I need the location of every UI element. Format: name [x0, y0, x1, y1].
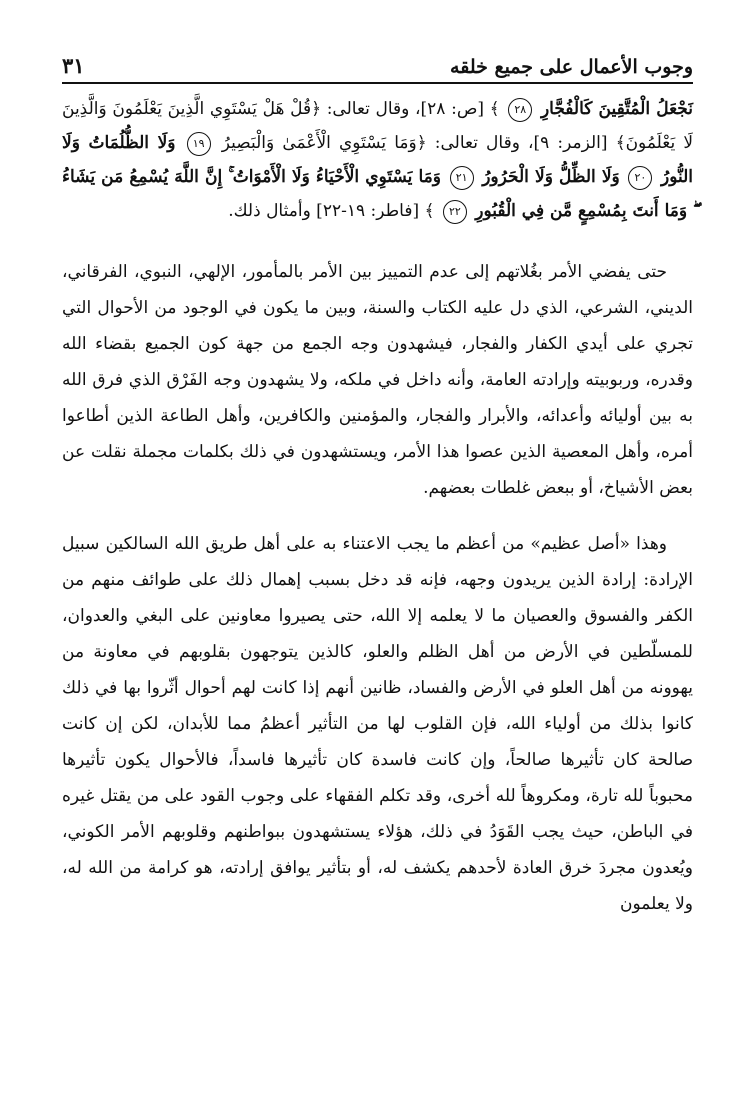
- body-paragraph: حتى يفضي الأمر بغُلاتهم إلى عدم التمييز بين الأمر بالمأمور، الإلهي، النبوي، الفرقاني، الديني، الشرعي، الذي دل عليه الكتاب والسنة، وبين ما يكون في الوجود من الأحوال التي تجري على أيدي الكفار والفجار، فيشهدون وجه الجمع من جهة كون الجميع بقضاء الله وقدره، وربوبيته وإرادته العامة، وأنه داخل في ملكه، ولا يشهدون وجه الفَرْق الذي فرق الله به بين أوليائه وأعدائه، والأبرار والفجار، والمؤمنين والكافرين، وأهل الطاعة الذين أطاعوا أمره، وأهل المعصية الذين عصوا هذا الأمر، ويستشهدون في ذلك بكلمات مجملة نقلت عن بعض الأشياخ، أو ببعض غلطات بعضهم.: [62, 262, 693, 498]
- ayah-number-marker: ٢١: [450, 166, 474, 190]
- quran-verse-text: نَجْعَلُ الْمُتَّقِينَ كَالْفُجَّارِ: [540, 99, 693, 119]
- running-title: وجوب الأعمال على جميع خلقه: [450, 56, 693, 78]
- ayah-number-marker: ٢٨: [508, 98, 532, 122]
- page-body: [62, 92, 693, 942]
- ayah-number-marker: ٢٠: [628, 166, 652, 190]
- body-paragraph: وهذا «أصل عظيم» من أعظم ما يجب الاعتناء به على أهل طريق الله السالكين سبيل الإرادة: إرادة الذين يريدون وجهه، فإنه قد دخل بسبب إهمال ذلك على طوائف منهم من الكفر والفسوق والعصيان ما لا يعلمه إلا الله، حتى يصيروا معاونين على البغي والعدوان، للمسلّطين في الأرض من أهل الظلم والعلو، كالذين يتوجهون بقلوبهم في معاونة من يهوونه من أهل العلو في الأرض والفساد، ظانين أنهم إذا كانت لهم أحوال أثّروا بها في ذلك كانوا بذلك من أولياء الله، فإن القلوب لها من التأثير أعظمُ مما للأبدان، لكن إن كانت صالحة كان تأثيرها صالحاً، وإن كانت فاسدة كان تأثيرها فاسداً، فالأحوال يكون تأثيرها محبوباً لله تارة، ومكروهاً لله أخرى، وقد تكلم الفقهاء على وجوب القود على من يقتل غيره في الباطن، حيث يجب القَوَدُ في ذلك، هؤلاء يستشهدون ببواطنهم وقلوبهم الأمر الكوني، ويُعدون مجردَ خرق العادة لأحدهم يكشف له، أو بتأثير يوافق إرادته، هو كرامة من الله له، ولا يعلمون: [62, 534, 693, 914]
- page-number: ٣١: [62, 53, 85, 78]
- quran-verse-text: وَلَا الظِّلُّ وَلَا الْحَرُورُ: [482, 167, 620, 187]
- ayah-number-marker: ٢٢: [443, 200, 467, 224]
- citation-text: ﴾ [فاطر: ١٩-٢٢] وأمثال ذلك.: [228, 201, 435, 221]
- quran-verse-text: وَمَا يَسْتَوِي الْأَحْيَاءُ وَلَا الْأَمْوَاتُ ۚ إِنَّ اللَّهَ يُسْمِعُ مَن يَشَاءُ ۖ وَمَا أَنتَ بِمُسْمِعٍ مَّن فِي الْقُبُورِ: [62, 167, 693, 221]
- ayah-number-marker: ١٩: [187, 132, 211, 156]
- quran-quotation-block: [62, 92, 693, 228]
- page-header: [62, 42, 693, 84]
- quran-verse-text: وَلَا الظُّلُمَاتُ وَلَا النُّورُ: [62, 133, 694, 187]
- citation-text: ﴾ [ص: ٢٨]، وقال تعالى: ﴿قُلْ هَلْ يَسْتَوِي الَّذِينَ يَعْلَمُونَ وَالَّذِينَ لَا يَعْلَمُونَ﴾ [الزمر: ٩]، وقال تعالى: ﴿وَمَا يَسْتَوِي الْأَعْمَىٰ وَالْبَصِيرُ: [62, 99, 694, 153]
